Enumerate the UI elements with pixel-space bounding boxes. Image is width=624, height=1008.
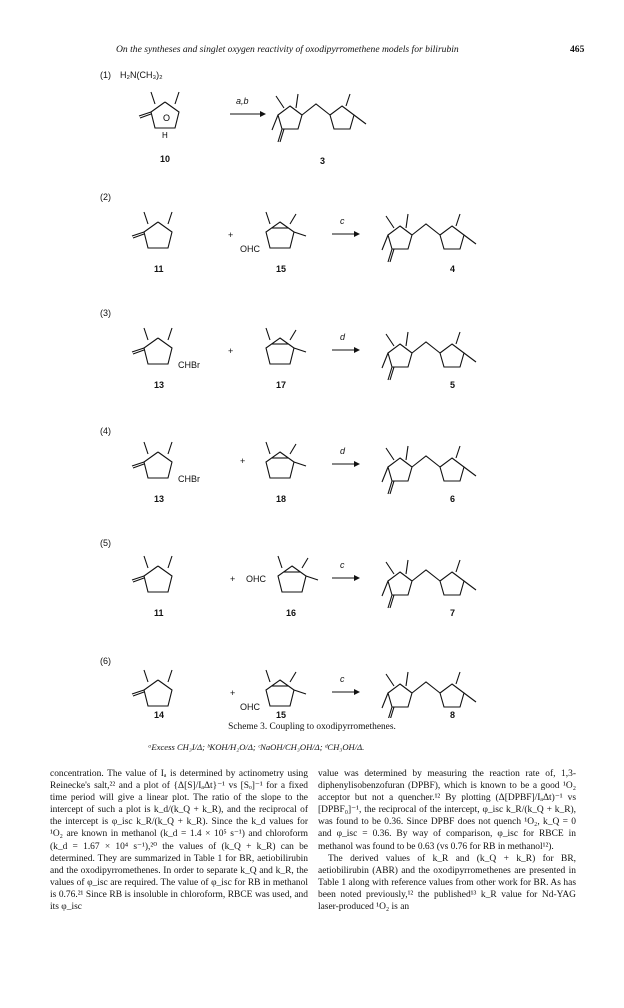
label-3: 3 bbox=[320, 156, 326, 166]
compound-10 bbox=[139, 92, 179, 128]
ohc-16: OHC bbox=[246, 574, 266, 584]
plus-6: + bbox=[230, 688, 236, 698]
nh-atom: H bbox=[162, 131, 168, 140]
label-14: 14 bbox=[154, 710, 165, 720]
row-label-1: (1) bbox=[100, 70, 111, 80]
plus-3: + bbox=[228, 346, 234, 356]
left-column bbox=[50, 768, 308, 913]
row-label-4: (4) bbox=[100, 426, 111, 436]
oxo-atom: O bbox=[163, 113, 171, 123]
compound-8 bbox=[382, 672, 476, 718]
arrowhead-3 bbox=[354, 347, 360, 353]
conditions-1: a,b bbox=[236, 96, 249, 106]
compound-5 bbox=[382, 332, 476, 380]
compound-18 bbox=[266, 442, 306, 478]
label-15: 15 bbox=[276, 264, 287, 274]
ohc-15b: OHC bbox=[240, 702, 260, 712]
arrowhead-6 bbox=[354, 689, 360, 695]
compound-7 bbox=[382, 560, 476, 608]
page-number: 465 bbox=[570, 44, 585, 55]
compound-13b bbox=[132, 442, 172, 478]
compound-16 bbox=[278, 556, 318, 592]
label-13b: 13 bbox=[154, 494, 165, 504]
right-paragraph-1: value was determined by measuring the reaction rate of, 1,3-diphenylisobenzofuran (DPBF), which is known to be a good ¹O₂ acceptor but not a quencher.¹² By plotting (Δ[DPBF]/IₐΔt)⁻¹ vs [DPBF₀]⁻¹, the reciprocal of the intercept, φ_isc k_R/(k_Q + k_R), was found to be 0.36. Since DPBF does not quench ¹O₂, k_Q = 0 and φ_isc = 0.36. By way of comparison, φ_isc for RBCE in methanol was found to be 0.63 (vs 0.76 for RB in methanol¹²). bbox=[318, 769, 576, 852]
left-paragraph: concentration. The value of Iₐ is determined by actinometry using Reinecke's salt,²² and a plot of {Δ[S]/IₐΔt}⁻¹ vs [Sₒ]⁻¹ for a fixed time period will give a linear plot. The ratio of the slope to the intercept of such a plot is k_d/(k_Q + k_R), and the reciprocal of the intercept is φ_isc k_R/(k_Q + k_R). Since the k_d values for ¹O₂ are known in methanol (k_d = 1.4 × 10⁵ s⁻¹) and chloroform (k_d = 1.67 × 10⁴ s⁻¹),²⁰ the values of (k_Q + k_R) can be determined. They are summarized in Table 1 for BR, aetiobilirubin and the oxodipyrromethenes. In order to separate k_Q and k_R, the values of φ_isc are required. The value of φ_isc for RB in methanol is 0.76.²¹ Since RB is insoluble in chloroform, RBCE was used, and its φ_isc bbox=[50, 769, 308, 913]
compound-15 bbox=[266, 212, 306, 248]
running-title: On the syntheses and singlet oxygen reactivity of oxodipyrromethene models for bilirubin bbox=[116, 44, 459, 55]
compound-11b bbox=[132, 556, 172, 592]
plus-2: + bbox=[228, 230, 234, 240]
row-label-6: (6) bbox=[100, 656, 111, 666]
label-17: 17 bbox=[276, 380, 287, 390]
label-4: 4 bbox=[450, 264, 456, 274]
compound-15b bbox=[266, 670, 306, 706]
conditions-5: c bbox=[340, 560, 345, 570]
label-11b: 11 bbox=[154, 608, 164, 618]
row-label-2: (2) bbox=[100, 192, 111, 202]
plus-4: + bbox=[240, 456, 246, 466]
row-label-5: (5) bbox=[100, 538, 111, 548]
label-11: 11 bbox=[154, 264, 164, 274]
label-8: 8 bbox=[450, 710, 456, 720]
reaction-scheme bbox=[80, 58, 560, 738]
compound-6 bbox=[382, 446, 476, 494]
right-column bbox=[318, 768, 576, 913]
compound-3 bbox=[272, 94, 366, 142]
compound-17 bbox=[266, 328, 306, 364]
arrowhead-1 bbox=[260, 111, 266, 117]
conditions-3: d bbox=[340, 332, 346, 342]
scheme-caption: Scheme 3. Coupling to oxodipyrromethenes. bbox=[228, 722, 396, 732]
label-16: 16 bbox=[286, 608, 297, 618]
label-18: 18 bbox=[276, 494, 287, 504]
chbr-13: CHBr bbox=[178, 360, 200, 370]
compound-11 bbox=[132, 212, 172, 248]
arrowhead-5 bbox=[354, 575, 360, 581]
ohc-15: OHC bbox=[240, 244, 260, 254]
reagent-amine: H₂N(CH₃)₂ bbox=[120, 70, 163, 80]
plus-5: + bbox=[230, 574, 236, 584]
conditions-6: c bbox=[340, 674, 345, 684]
compound-13 bbox=[132, 328, 172, 364]
conditions-4: d bbox=[340, 446, 346, 456]
compound-14 bbox=[132, 670, 172, 706]
label-6: 6 bbox=[450, 494, 456, 504]
row-label-3: (3) bbox=[100, 308, 111, 318]
label-5: 5 bbox=[450, 380, 456, 390]
conditions-2: c bbox=[340, 216, 345, 226]
label-15b: 15 bbox=[276, 710, 287, 720]
compound-4 bbox=[382, 214, 476, 262]
arrowhead-4 bbox=[354, 461, 360, 467]
chbr-13b: CHBr bbox=[178, 474, 200, 484]
label-10: 10 bbox=[160, 154, 171, 164]
label-7: 7 bbox=[450, 608, 456, 618]
label-13: 13 bbox=[154, 380, 165, 390]
right-paragraph-2: The derived values of k_R and (k_Q + k_R) for BR, aetiobilirubin (ABR) and the oxodipyrromethenes are presented in Table 1 along with reference values from other work for BR. As has been noted previously,¹² the published¹³ k_R value for Nd-YAG laser-produced ¹O₂ is an bbox=[318, 853, 576, 913]
arrowhead-2 bbox=[354, 231, 360, 237]
scheme-footnote: ᵃExcess CH₃I/Δ; ᵇKOH/H₂O/Δ; ᶜNaOH/CH₃OH/Δ; ᵈCH₃OH/Δ. bbox=[148, 742, 365, 752]
